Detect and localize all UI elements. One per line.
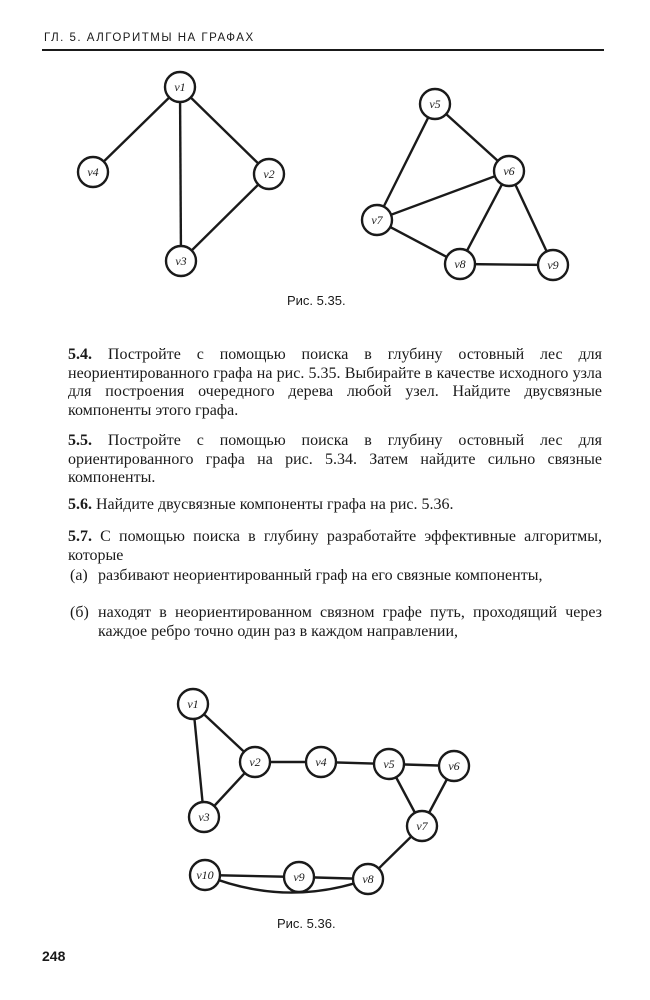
edge-v2-v3	[181, 174, 269, 261]
node-v9	[538, 250, 568, 280]
edge-v1-v3	[180, 87, 181, 261]
node-label: v4	[315, 755, 327, 769]
node-v4	[306, 747, 336, 777]
node-v5	[374, 749, 404, 779]
list-marker: (б)	[70, 604, 89, 621]
node-label: v6	[448, 759, 460, 773]
edge-v1-v4	[93, 87, 180, 172]
exercise-5-7	[68, 528, 602, 565]
node-label: v7	[416, 819, 428, 833]
node-label: v6	[503, 164, 515, 178]
node-label: v2	[263, 167, 275, 181]
exercise-5-5	[68, 432, 602, 488]
exercise-5-4	[68, 346, 602, 420]
node-v7	[362, 205, 392, 235]
node-label: v3	[175, 254, 187, 268]
figure-5-36-caption: Рис. 5.36.	[277, 916, 336, 931]
node-v9	[284, 862, 314, 892]
node-label: v1	[187, 697, 199, 711]
node-v8	[445, 249, 475, 279]
exercise-number: 5.7.	[68, 528, 92, 545]
exercise-number: 5.5.	[68, 432, 92, 449]
node-v2	[254, 159, 284, 189]
node-v1	[165, 72, 195, 102]
exercise-text: Постройте с помощью поиска в глубину остовный лес для ориентированного графа на рис. 5.34. Затем найдите сильно связные компоненты.	[68, 432, 603, 487]
node-v4	[78, 157, 108, 187]
node-v3	[189, 802, 219, 832]
running-head: ГЛ. 5. АЛГОРИТМЫ НА ГРАФАХ	[44, 32, 255, 44]
figure-5-35-caption: Рис. 5.35.	[287, 293, 346, 308]
node-v6	[439, 751, 469, 781]
node-label: v9	[293, 870, 305, 884]
list-marker: (а)	[70, 567, 88, 584]
node-v8	[353, 864, 383, 894]
node-label: v7	[371, 213, 383, 227]
node-label: v3	[198, 810, 210, 824]
exercise-5-6	[68, 496, 602, 515]
figure-5-36	[0, 670, 650, 910]
node-label: v8	[454, 257, 466, 271]
node-v2	[240, 747, 270, 777]
node-label: v5	[429, 97, 441, 111]
node-label: v5	[383, 757, 395, 771]
list-item-text: разбивают неориентированный граф на его связные компоненты,	[98, 567, 543, 584]
node-label: v8	[362, 872, 374, 886]
exercise-number: 5.6.	[68, 496, 92, 513]
node-v10	[190, 860, 220, 890]
exercise-number: 5.4.	[68, 346, 92, 363]
exercise-5-7-item-a	[70, 567, 602, 586]
page-number: 248	[42, 948, 66, 964]
node-label: v1	[174, 80, 186, 94]
exercise-text: Постройте с помощью поиска в глубину остовный лес для неориентированного графа на рис. 5.35. Выбирайте в качестве исходного узла для построения очередного дерева любой узел. Найдите двусвязные компоненты этого графа.	[68, 346, 603, 419]
node-v6	[494, 156, 524, 186]
exercise-text: С помощью поиска в глубину разработайте эффективные алгоритмы, которые	[68, 528, 602, 564]
node-label: v9	[547, 258, 559, 272]
node-v5	[420, 89, 450, 119]
node-label: v4	[87, 165, 99, 179]
edge-v1-v3	[193, 704, 204, 817]
node-label: v2	[249, 755, 261, 769]
list-item-text: находят в неориентированном связном графе путь, проходящий через каждое ребро точно один раз в каждом направлении,	[98, 604, 602, 640]
node-label: v10	[196, 868, 214, 882]
node-v3	[166, 246, 196, 276]
edge-v1-v2	[180, 87, 269, 174]
node-v1	[178, 689, 208, 719]
node-v7	[407, 811, 437, 841]
exercise-text: Найдите двусвязные компоненты графа на рис. 5.36.	[96, 496, 454, 513]
exercise-5-7-item-b	[70, 604, 602, 641]
